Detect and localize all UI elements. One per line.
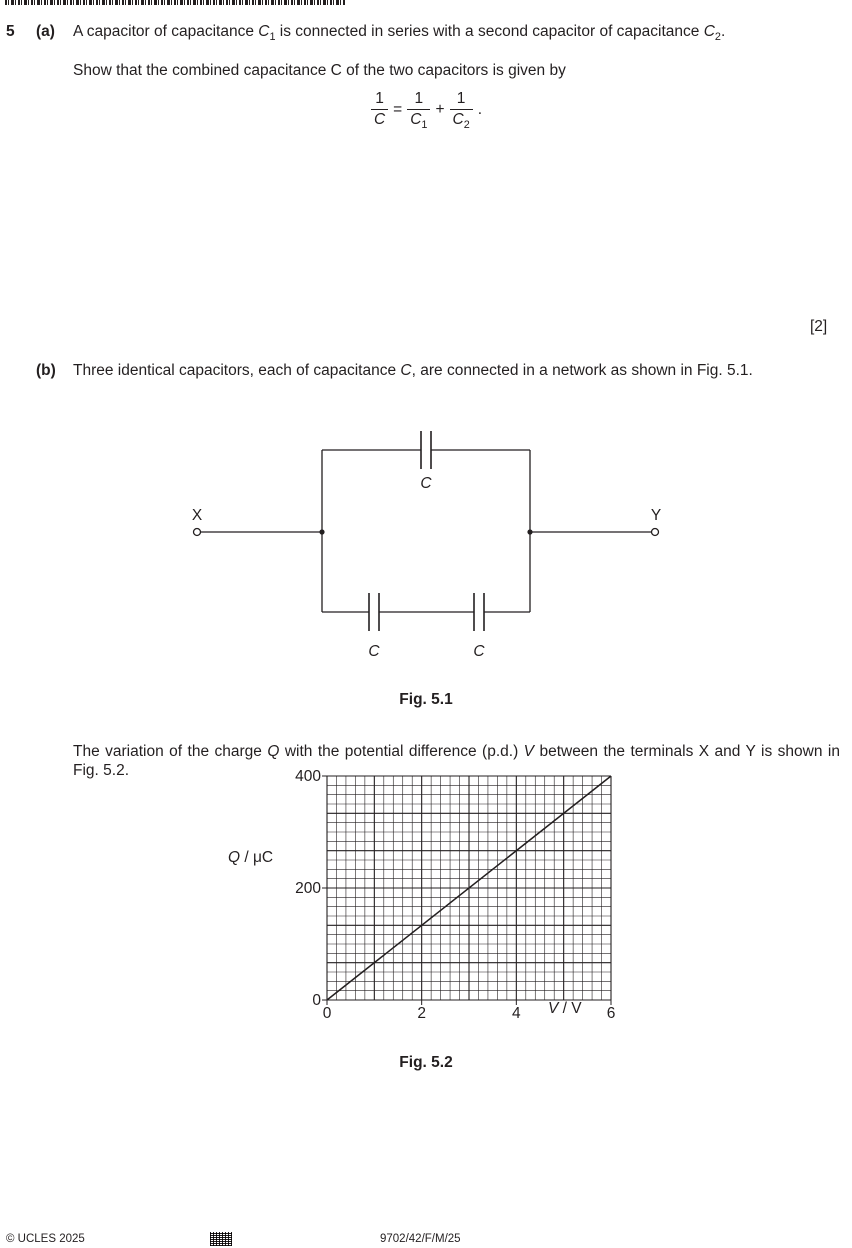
- footer-copyright: © UCLES 2025: [6, 1233, 85, 1245]
- x-tick-label: 6: [606, 1005, 616, 1022]
- part-a-instruction: Show that the combined capacitance C of the two capacitors is given by: [73, 62, 566, 79]
- question-number: 5: [6, 23, 15, 40]
- x-tick-label: 0: [322, 1005, 332, 1022]
- terminal-y-label: Y: [650, 507, 662, 524]
- part-a-statement: A capacitor of capacitance $C_1$ is connected in series with a second capacitor of capacitance $C_2$.: [73, 23, 726, 43]
- y-axis-label: Q / μC: [228, 849, 274, 866]
- fig-5-1-caption: Fig. 5.1: [399, 691, 453, 708]
- graph-tick-labels: [295, 768, 615, 1022]
- footer-qr-code: [210, 1232, 232, 1246]
- bottom-left-capacitor-label: C: [368, 643, 380, 660]
- series-capacitance-formula: $\frac{1}{C}$ = $\frac{1}{C_1}$ + $\frac{1}{C_2}$ .: [0, 90, 852, 129]
- x-tick-label: 2: [417, 1005, 426, 1022]
- bottom-right-capacitor-label: C: [473, 643, 485, 660]
- x-tick-label: 4: [512, 1005, 521, 1022]
- y-tick-label: 0: [312, 992, 321, 1009]
- top-capacitor-label: C: [420, 475, 432, 492]
- footer-paper-code: 9702/42/F/M/25: [380, 1233, 461, 1245]
- part-b-network-text: Three identical capacitors, each of capacitance C, are connected in a network as shown in Fig. 5.1.: [73, 362, 753, 379]
- fig-5-2-caption: Fig. 5.2: [399, 1054, 453, 1071]
- part-a-marks: [2]: [810, 318, 828, 335]
- y-tick-label: 400: [295, 768, 321, 785]
- part-b-label: (b): [36, 362, 56, 379]
- terminal-x-label: X: [191, 507, 203, 524]
- part-b-graph-text: The variation of the charge Q with the potential difference (p.d.) V between the terminals X and Y is shown in Fig. 5.2.: [73, 743, 840, 779]
- x-axis-label: V / V: [548, 1000, 582, 1017]
- y-tick-label: 200: [295, 880, 321, 897]
- part-a-label: (a): [36, 23, 55, 40]
